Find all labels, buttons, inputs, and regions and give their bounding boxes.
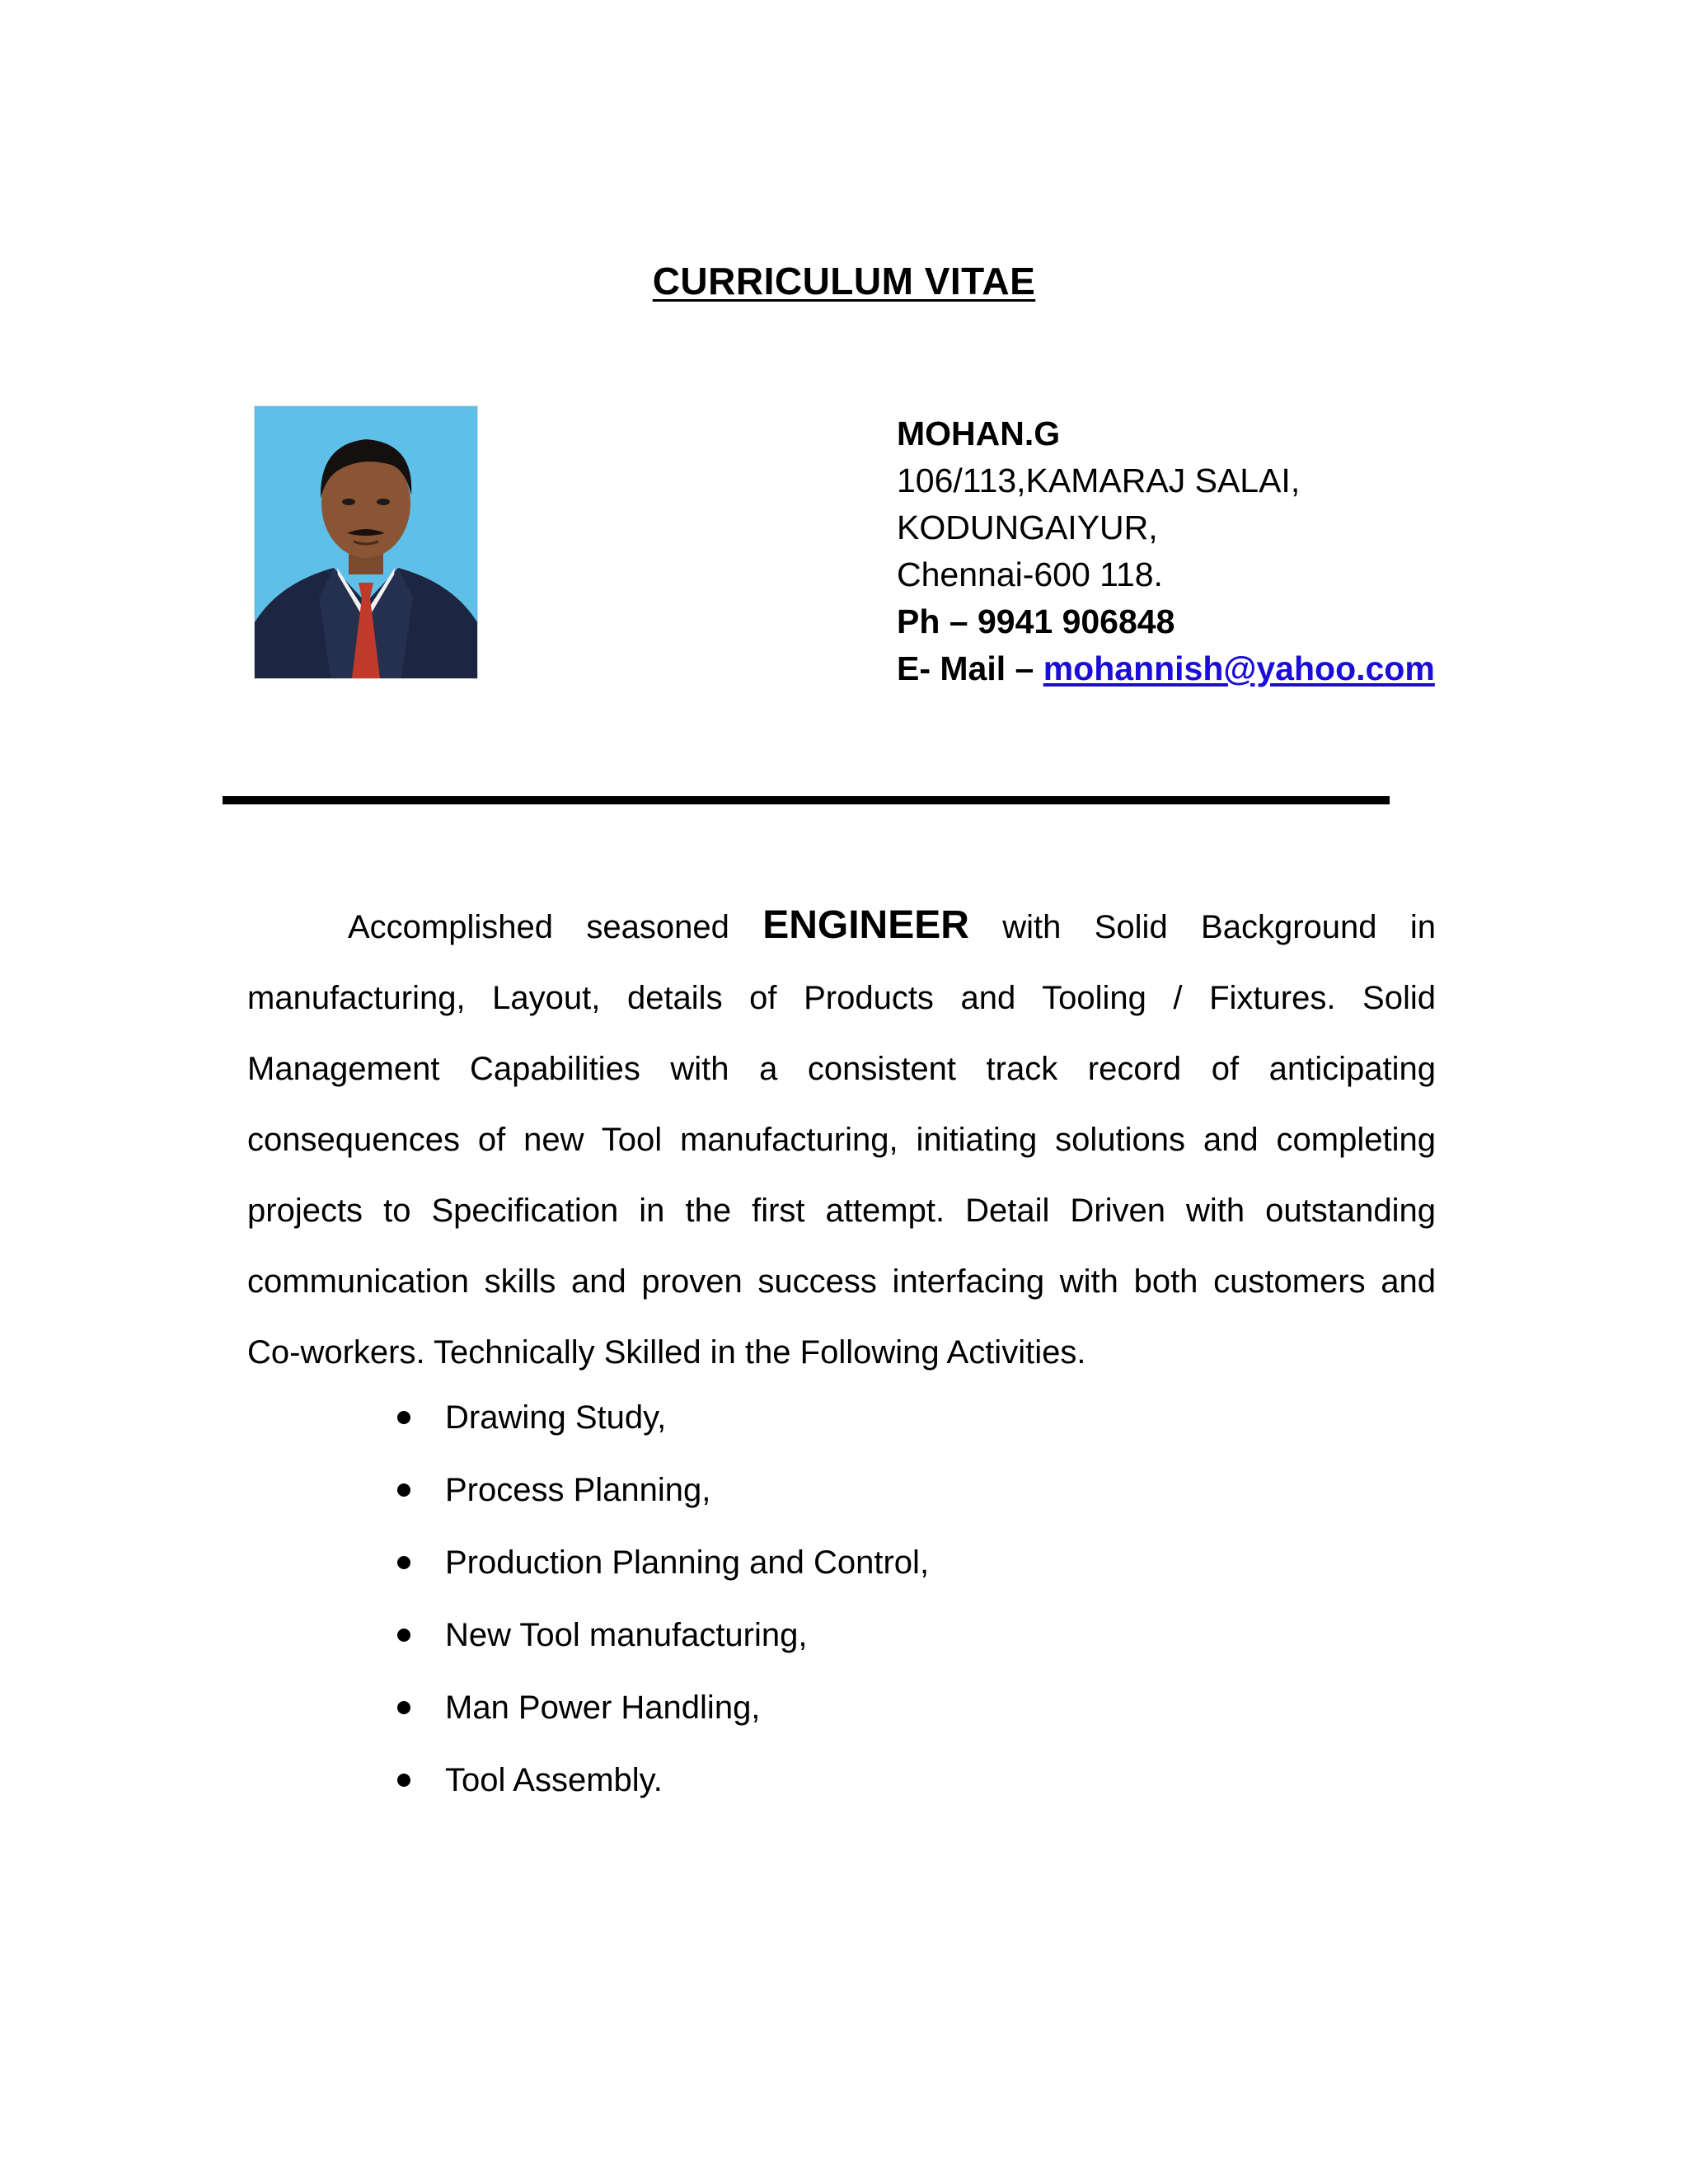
- document-title: CURRICULUM VITAE: [652, 260, 1036, 302]
- summary-emphasis: ENGINEER: [762, 903, 969, 947]
- bullet-icon: [397, 1774, 410, 1787]
- skill-text: Man Power Handling,: [445, 1690, 761, 1726]
- summary-lead: Accomplished seasoned: [348, 909, 763, 945]
- list-item: [396, 1381, 929, 1454]
- bullet-icon: [397, 1411, 410, 1424]
- phone-number: Ph – 9941 906848: [897, 602, 1175, 640]
- bullet-icon: [397, 1629, 410, 1642]
- address-line-1: 106/113,KAMARAJ SALAI,: [897, 462, 1301, 499]
- contact-block: [897, 410, 1435, 692]
- portrait-icon: [255, 406, 477, 678]
- address-line-2: KODUNGAIYUR,: [897, 509, 1158, 546]
- portrait-photo: [254, 405, 478, 679]
- candidate-name: MOHAN.G: [897, 415, 1061, 452]
- email-label: E- Mail –: [897, 649, 1043, 687]
- bullet-icon: [397, 1483, 410, 1497]
- email-row: [897, 645, 1435, 692]
- list-item: [396, 1744, 929, 1816]
- bullet-icon: [397, 1556, 410, 1569]
- profile-summary: [247, 890, 1436, 1388]
- skill-text: Drawing Study,: [445, 1399, 667, 1436]
- skill-text: Tool Assembly.: [445, 1762, 663, 1798]
- skill-text: Production Planning and Control,: [445, 1544, 930, 1581]
- list-item: [396, 1454, 929, 1526]
- skill-text: Process Planning,: [445, 1472, 711, 1508]
- list-item: [396, 1599, 929, 1671]
- bullet-icon: [397, 1701, 410, 1714]
- list-item: [396, 1671, 929, 1744]
- skills-list: [396, 1381, 929, 1816]
- summary-body: with Solid Background in manufacturing, Layout, details of Products and Tooling / Fixtures. Solid Management Capabilities with a consistent track record of anticipating consequences of new Tool manufacturing, initiating solutions and completing projects to Specification in the first attempt. Detail Driven with outstanding communication skills and proven success interfacing with both customers and Co-workers. Technically Skilled in the Following Activities.: [247, 909, 1436, 1371]
- list-item: [396, 1526, 929, 1599]
- skill-text: New Tool manufacturing,: [445, 1617, 808, 1653]
- email-link[interactable]: mohannish@yahoo.com: [1043, 649, 1435, 687]
- address-line-3: Chennai-600 118.: [897, 555, 1163, 593]
- section-divider: [223, 796, 1390, 804]
